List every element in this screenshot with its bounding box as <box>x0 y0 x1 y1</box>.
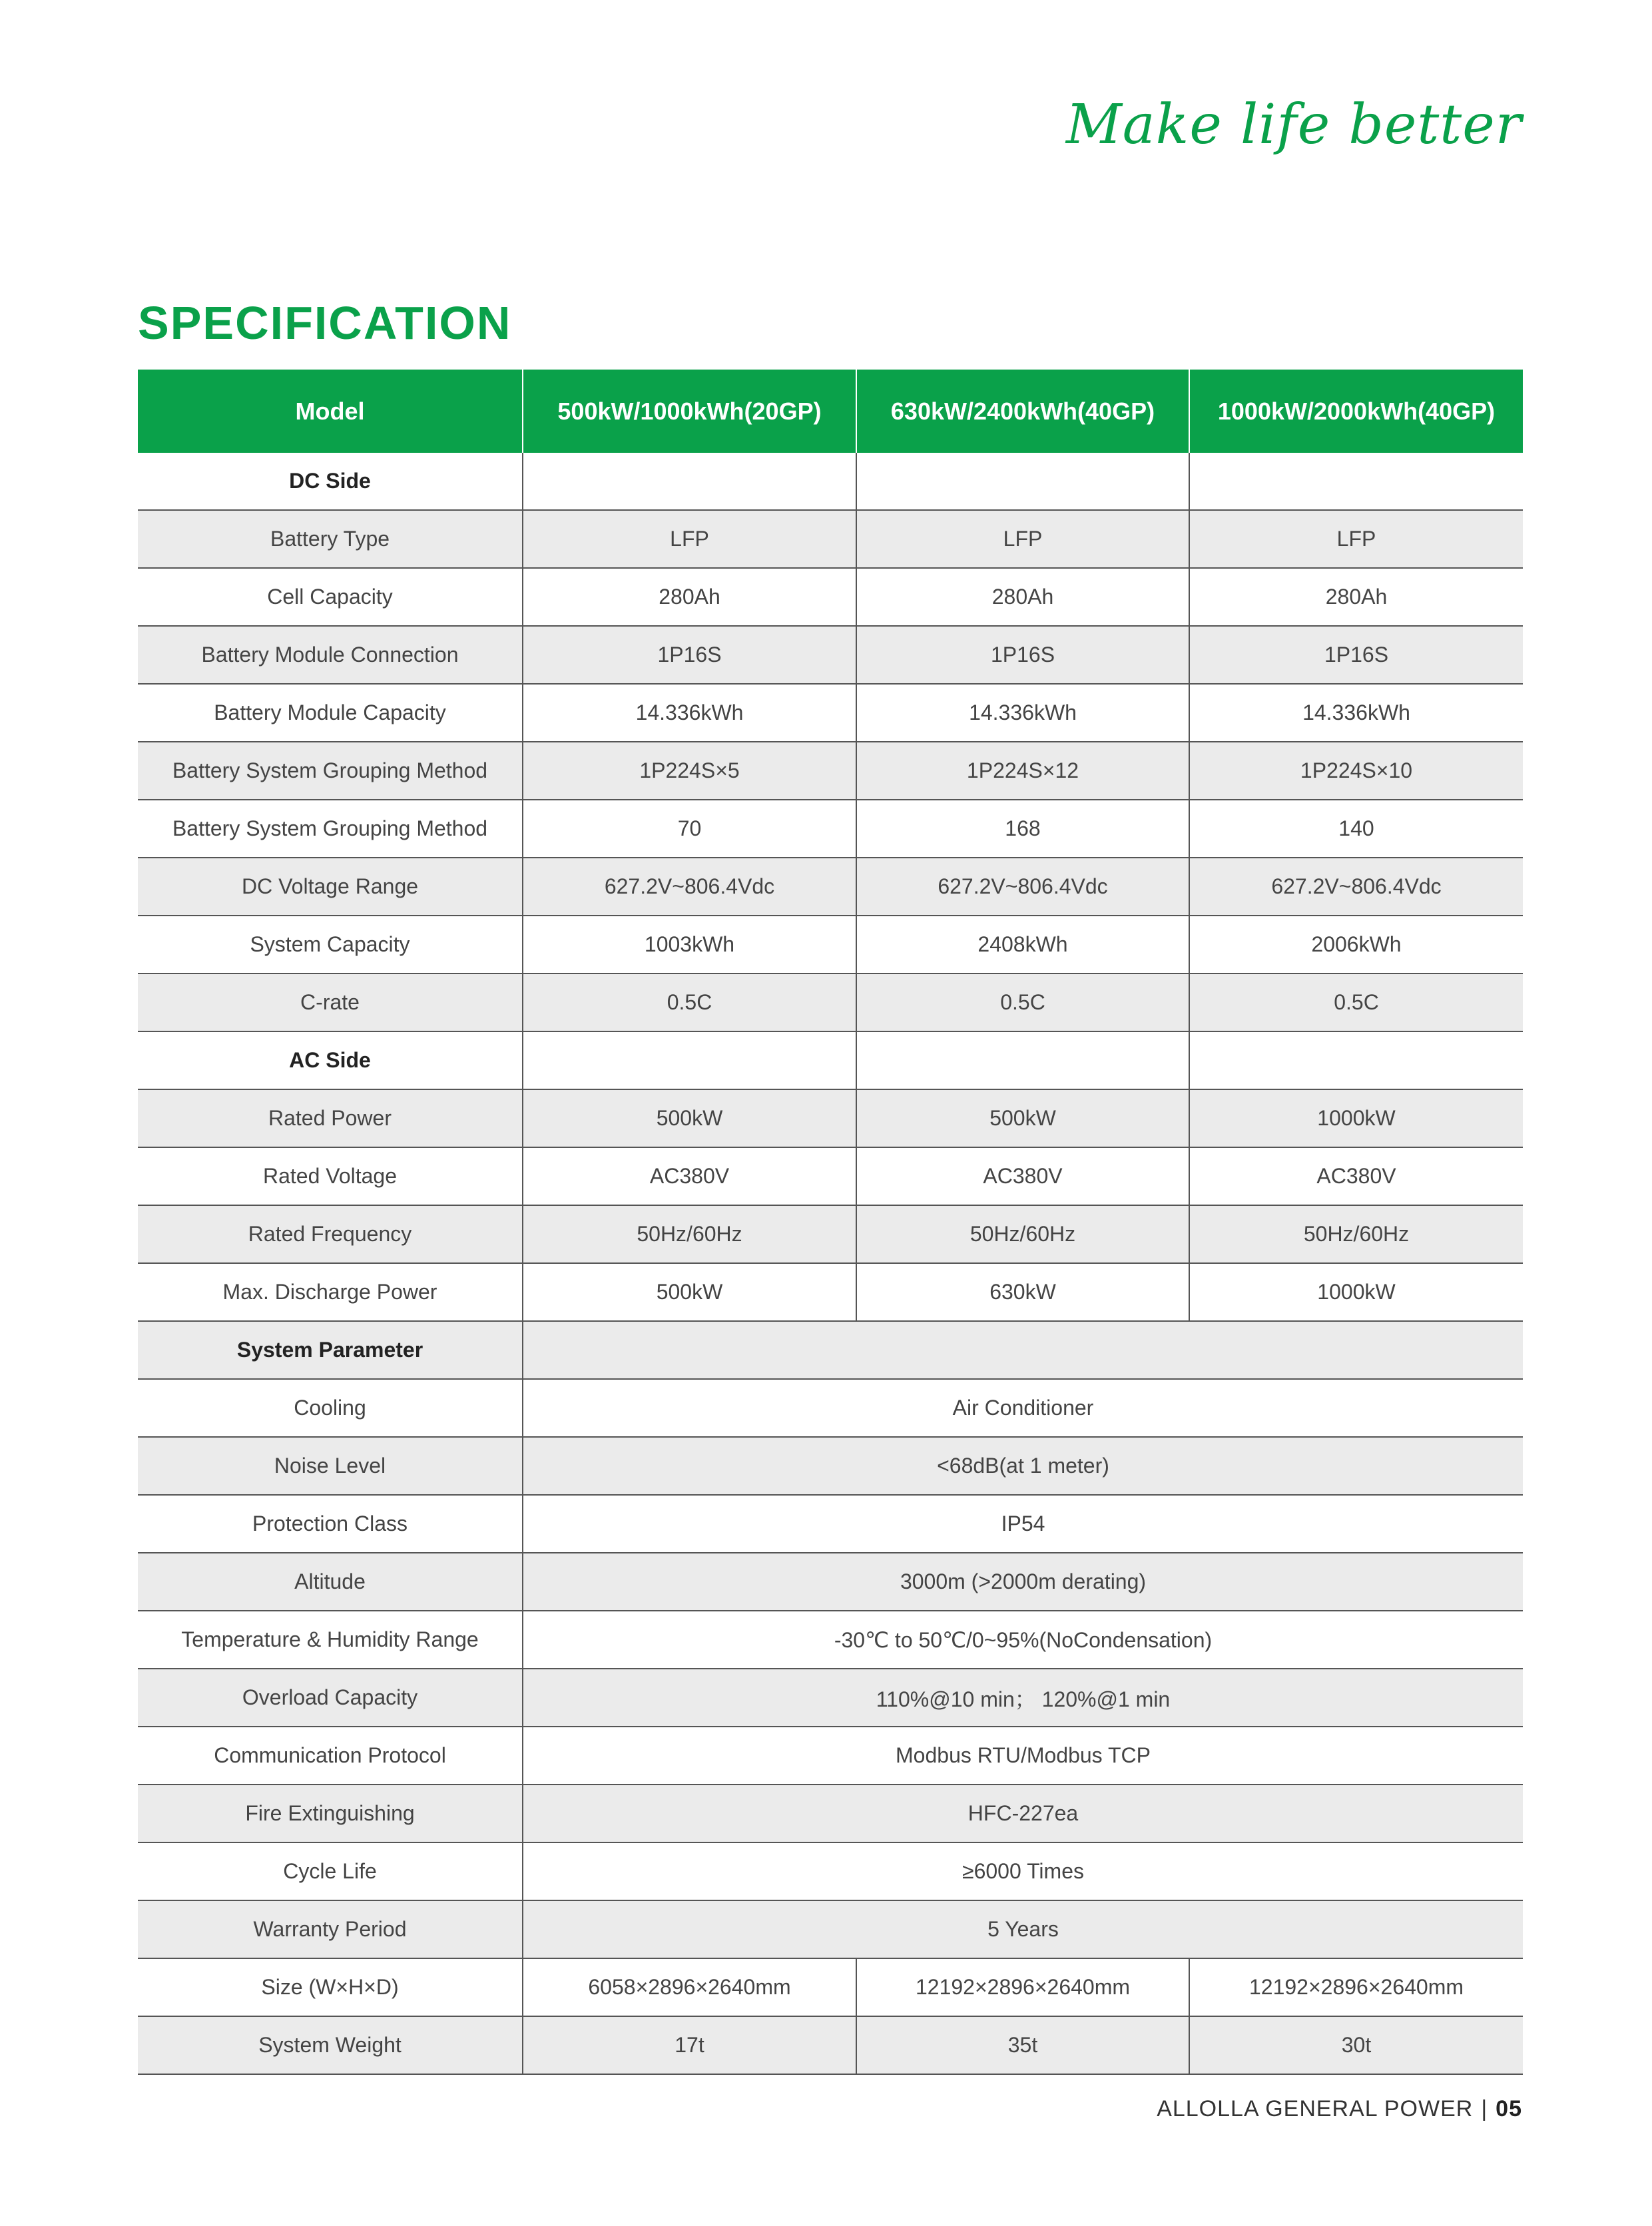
table-body <box>138 453 1523 2074</box>
row-value: 12192×2896×2640mm <box>856 1958 1189 2016</box>
row-value: 14.336kWh <box>523 684 856 742</box>
row-value: 627.2V~806.4Vdc <box>856 858 1189 916</box>
header-cell-model-1: 500kW/1000kWh(20GP) <box>523 370 856 453</box>
row-value: 500kW <box>856 1089 1189 1147</box>
row-value: IP54 <box>523 1495 1523 1553</box>
row-value: Modbus RTU/Modbus TCP <box>523 1727 1523 1785</box>
row-value: 1000kW <box>1189 1263 1523 1321</box>
table-row <box>138 742 1523 800</box>
row-label: System Weight <box>138 2016 523 2074</box>
slogan: Make life better <box>1065 93 1522 156</box>
row-value: 17t <box>523 2016 856 2074</box>
row-label: Max. Discharge Power <box>138 1263 523 1321</box>
row-value: 630kW <box>856 1263 1189 1321</box>
table-row <box>138 1379 1523 1437</box>
row-value: LFP <box>856 510 1189 568</box>
page-number: 05 <box>1496 2096 1522 2121</box>
row-label: Fire Extinguishing <box>138 1785 523 1842</box>
row-value: 3000m (>2000m derating) <box>523 1553 1523 1611</box>
row-label: Battery System Grouping Method <box>138 742 523 800</box>
row-value: 280Ah <box>523 568 856 626</box>
row-label: Battery Type <box>138 510 523 568</box>
header-cell-model: Model <box>138 370 523 453</box>
row-value: LFP <box>523 510 856 568</box>
row-label: Rated Voltage <box>138 1147 523 1205</box>
footer <box>1157 2096 1522 2122</box>
row-value: ≥6000 Times <box>523 1842 1523 1900</box>
row-value: 70 <box>523 800 856 858</box>
row-value: 500kW <box>523 1089 856 1147</box>
row-label: Battery Module Connection <box>138 626 523 684</box>
row-label: Noise Level <box>138 1437 523 1495</box>
row-label: Cell Capacity <box>138 568 523 626</box>
row-label: Size (W×H×D) <box>138 1958 523 2016</box>
table-row <box>138 858 1523 916</box>
table-row <box>138 1611 1523 1669</box>
row-value: 2408kWh <box>856 916 1189 974</box>
row-label: System Parameter <box>138 1321 523 1379</box>
row-value: 1P224S×12 <box>856 742 1189 800</box>
table-row <box>138 916 1523 974</box>
table-row <box>138 1785 1523 1842</box>
row-label: Warranty Period <box>138 1900 523 1958</box>
row-value: 50Hz/60Hz <box>523 1205 856 1263</box>
row-value: <68dB(at 1 meter) <box>523 1437 1523 1495</box>
row-value: 110%@10 min； 120%@1 min <box>523 1669 1523 1727</box>
row-value: AC380V <box>523 1147 856 1205</box>
row-label: Cycle Life <box>138 1842 523 1900</box>
page-title: SPECIFICATION <box>138 297 512 349</box>
row-value: 168 <box>856 800 1189 858</box>
table-row <box>138 974 1523 1031</box>
row-value: 14.336kWh <box>1189 684 1523 742</box>
row-label: Battery System Grouping Method <box>138 800 523 858</box>
specification-table <box>138 370 1523 2075</box>
table-row <box>138 1147 1523 1205</box>
row-label: System Capacity <box>138 916 523 974</box>
row-value: 35t <box>856 2016 1189 2074</box>
row-value <box>1189 453 1523 510</box>
row-value: 627.2V~806.4Vdc <box>1189 858 1523 916</box>
row-value: 5 Years <box>523 1900 1523 1958</box>
row-label: Cooling <box>138 1379 523 1437</box>
header-cell-model-3: 1000kW/2000kWh(40GP) <box>1189 370 1523 453</box>
row-value: 1P16S <box>523 626 856 684</box>
row-label: DC Voltage Range <box>138 858 523 916</box>
row-value: 1003kWh <box>523 916 856 974</box>
row-value: 0.5C <box>856 974 1189 1031</box>
row-value <box>856 1031 1189 1089</box>
footer-company: ALLOLLA GENERAL POWER <box>1157 2096 1474 2121</box>
row-value <box>523 1031 856 1089</box>
row-value: 280Ah <box>856 568 1189 626</box>
row-value: LFP <box>1189 510 1523 568</box>
table-row <box>138 1900 1523 1958</box>
row-value: 1P16S <box>1189 626 1523 684</box>
row-label: Overload Capacity <box>138 1669 523 1727</box>
row-value: 0.5C <box>1189 974 1523 1031</box>
row-value: AC380V <box>1189 1147 1523 1205</box>
row-value: 1000kW <box>1189 1089 1523 1147</box>
row-value: 30t <box>1189 2016 1523 2074</box>
row-value: -30℃ to 50℃/0~95%(NoCondensation) <box>523 1611 1523 1669</box>
row-label: Battery Module Capacity <box>138 684 523 742</box>
table-row <box>138 1958 1523 2016</box>
row-value: 0.5C <box>523 974 856 1031</box>
row-label: Altitude <box>138 1553 523 1611</box>
table-row <box>138 1842 1523 1900</box>
footer-separator: | <box>1481 2096 1488 2121</box>
row-label: DC Side <box>138 453 523 510</box>
row-label: C-rate <box>138 974 523 1031</box>
row-value: 627.2V~806.4Vdc <box>523 858 856 916</box>
row-label: AC Side <box>138 1031 523 1089</box>
row-value <box>856 453 1189 510</box>
row-value <box>1189 1031 1523 1089</box>
row-value: 500kW <box>523 1263 856 1321</box>
table-row <box>138 1727 1523 1785</box>
table-row <box>138 1263 1523 1321</box>
row-value: HFC-227ea <box>523 1785 1523 1842</box>
row-value <box>523 453 856 510</box>
row-value: 6058×2896×2640mm <box>523 1958 856 2016</box>
row-label: Rated Frequency <box>138 1205 523 1263</box>
table-row <box>138 568 1523 626</box>
table-row <box>138 1669 1523 1727</box>
row-value: 1P224S×5 <box>523 742 856 800</box>
row-value: 50Hz/60Hz <box>1189 1205 1523 1263</box>
row-value: 280Ah <box>1189 568 1523 626</box>
section-row <box>138 453 1523 510</box>
table-row <box>138 800 1523 858</box>
row-label: Temperature & Humidity Range <box>138 1611 523 1669</box>
table-row <box>138 1205 1523 1263</box>
row-value: 140 <box>1189 800 1523 858</box>
section-row <box>138 1031 1523 1089</box>
table-header-row <box>138 370 1523 453</box>
table-row <box>138 626 1523 684</box>
row-value: 50Hz/60Hz <box>856 1205 1189 1263</box>
table-row <box>138 1495 1523 1553</box>
row-value: 14.336kWh <box>856 684 1189 742</box>
table-row <box>138 1553 1523 1611</box>
table-row <box>138 1437 1523 1495</box>
row-value: 1P16S <box>856 626 1189 684</box>
header-cell-model-2: 630kW/2400kWh(40GP) <box>856 370 1189 453</box>
row-value <box>523 1321 1523 1379</box>
row-value: 12192×2896×2640mm <box>1189 1958 1523 2016</box>
row-value: Air Conditioner <box>523 1379 1523 1437</box>
row-label: Protection Class <box>138 1495 523 1553</box>
table-row <box>138 1089 1523 1147</box>
row-value: 2006kWh <box>1189 916 1523 974</box>
row-label: Rated Power <box>138 1089 523 1147</box>
section-row <box>138 1321 1523 1379</box>
row-label: Communication Protocol <box>138 1727 523 1785</box>
row-value: 1P224S×10 <box>1189 742 1523 800</box>
table-row <box>138 510 1523 568</box>
row-value: AC380V <box>856 1147 1189 1205</box>
table-row <box>138 2016 1523 2074</box>
table-row <box>138 684 1523 742</box>
